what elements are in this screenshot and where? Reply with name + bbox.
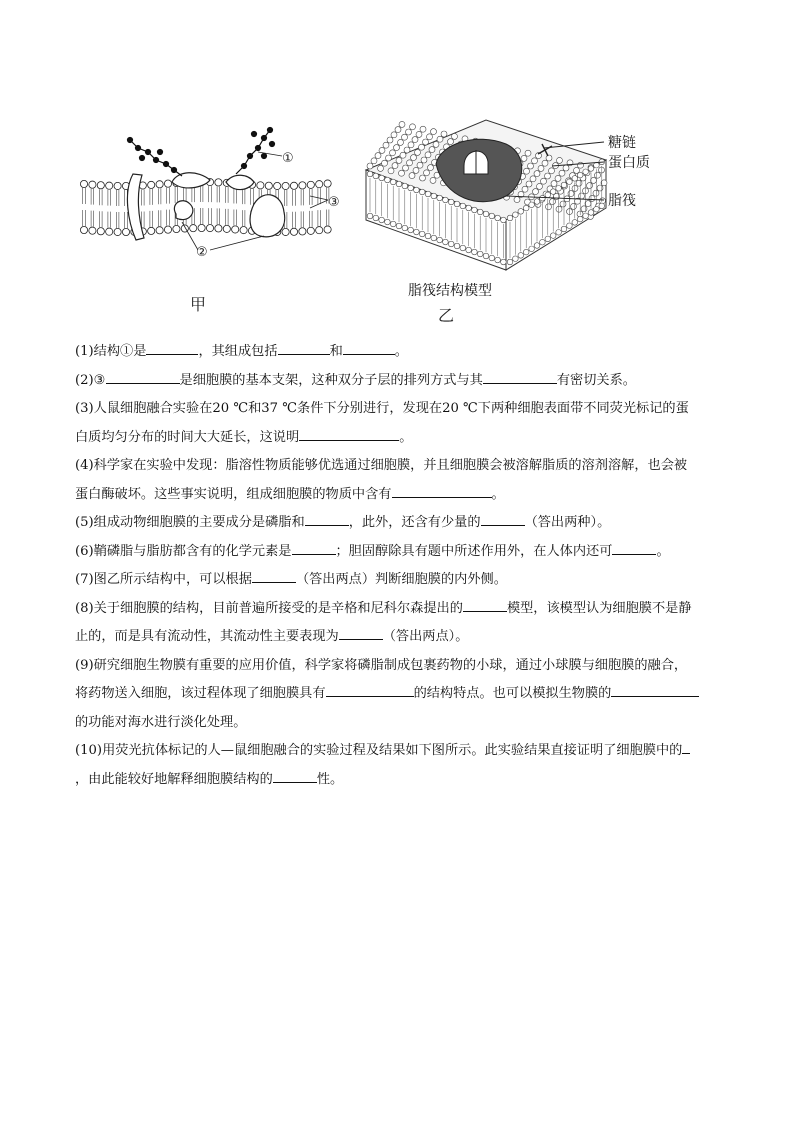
raft-lipid-head	[556, 230, 562, 236]
raft-lipid-head	[415, 149, 421, 155]
raft-lipid-head	[495, 215, 501, 221]
raft-lipid-head	[371, 158, 377, 164]
question-2: (2)③ 是细胞膜的基本支架，这种双分子层的排列方式与其 有密切关系。	[75, 367, 735, 396]
raft-lipid-head	[441, 131, 447, 137]
phospholipid-head	[97, 228, 104, 235]
answer-blank[interactable]	[299, 426, 399, 441]
membrane-diagram-jia	[78, 112, 348, 312]
raft-lipid-head	[550, 189, 556, 195]
raft-lipid-head	[425, 152, 431, 158]
answer-blank[interactable]	[273, 768, 317, 783]
raft-lipid-head	[530, 176, 536, 182]
raft-lipid-head	[413, 167, 419, 173]
phospholipid-head	[324, 226, 331, 233]
raft-lipid-head	[537, 183, 543, 189]
raft-lipid-head	[528, 163, 534, 169]
phospholipid-head	[316, 181, 323, 188]
answer-blank[interactable]	[292, 540, 336, 555]
answer-blank[interactable]	[483, 369, 557, 384]
answer-blank[interactable]	[612, 540, 656, 555]
raft-lipid-head	[375, 153, 381, 159]
raft-lipid-head	[567, 223, 573, 229]
raft-lipid-head	[567, 179, 573, 185]
raft-lipid-head	[556, 206, 562, 212]
phospholipid-head	[215, 179, 222, 186]
raft-lipid-head	[489, 255, 495, 261]
phospholipid-head	[114, 182, 121, 189]
raft-lipid-head	[390, 221, 396, 227]
phospholipid-head	[148, 181, 155, 188]
raft-lipid-head	[408, 185, 414, 191]
phospholipid-head	[307, 181, 314, 188]
raft-lipid-head	[427, 134, 433, 140]
answer-blank[interactable]	[326, 682, 414, 697]
raft-lipid-head	[472, 207, 478, 213]
raft-lipid-head	[410, 124, 416, 130]
phospholipid-head	[106, 182, 113, 189]
answer-blank[interactable]	[392, 483, 492, 498]
raft-lipid-head	[597, 185, 603, 191]
question-3: (3)人鼠细胞融合实验在20 ℃和37 ℃条件下分别进行，发现在20 ℃下两种细胞表面带不同荧光标记的蛋 白质均匀分布的时间大大延长，这说明 。	[75, 401, 689, 445]
raft-lipid-head	[541, 178, 547, 184]
raft-lipid-head	[550, 233, 556, 239]
raft-lipid-head	[551, 181, 557, 187]
raft-lipid-head	[594, 206, 600, 212]
raft-lipid-head	[599, 203, 605, 209]
question-6: (6)鞘磷脂与脂肪都含有的化学元素是 ；胆固醇除具有题中所述作用外，在人体内还可 。	[75, 538, 735, 567]
raft-lipid-head	[387, 137, 393, 143]
phospholipid-head	[282, 182, 289, 189]
raft-lipid-head	[408, 227, 414, 233]
phospholipid-head	[324, 180, 331, 187]
raft-lipid-head	[373, 215, 379, 221]
label-protein: 蛋白质	[608, 155, 650, 171]
raft-lipid-head	[431, 235, 437, 241]
raft-lipid-head	[412, 137, 418, 143]
embedded-protein	[174, 201, 192, 220]
phospholipid-head	[274, 182, 281, 189]
raft-lipid-head	[532, 158, 538, 164]
phospholipid-head	[240, 227, 247, 234]
phospholipid-head	[316, 227, 323, 234]
raft-lipid-head	[588, 166, 594, 172]
phospholipid-head	[290, 228, 297, 235]
raft-lipid-head	[400, 152, 406, 158]
raft-lipid-head	[501, 259, 507, 265]
raft-lipid-head	[466, 205, 472, 211]
raft-lipid-head	[430, 177, 436, 183]
raft-lipid-head	[392, 163, 398, 169]
figure-jia	[78, 112, 348, 312]
raft-lipid-head	[437, 195, 443, 201]
raft-lipid-head	[542, 160, 548, 166]
raft-lipid-head	[514, 197, 520, 203]
raft-lipid-head	[421, 157, 427, 163]
raft-lipid-head	[545, 192, 551, 198]
raft-lipid-head	[518, 253, 524, 259]
phospholipid-head	[198, 224, 205, 231]
raft-lipid-head	[568, 191, 574, 197]
raft-lipid-head	[411, 155, 417, 161]
raft-lipid-head	[431, 193, 437, 199]
raft-lipid-head	[391, 132, 397, 138]
answer-blank[interactable]	[463, 597, 507, 612]
raft-lipid-head	[425, 233, 431, 239]
raft-lipid-head	[579, 193, 585, 199]
raft-lipid-head	[367, 163, 373, 169]
raft-lipid-head	[402, 225, 408, 231]
figure-caption-yi: 乙	[438, 306, 455, 325]
raft-lipid-head	[576, 180, 582, 186]
phospholipid-head	[206, 224, 213, 231]
phospholipid-head	[299, 182, 306, 189]
raft-lipid-head	[425, 191, 431, 197]
raft-lipid-head	[385, 177, 391, 183]
phospholipid-head	[80, 180, 87, 187]
raft-lipid-head	[583, 213, 589, 219]
marker-1: ①	[282, 151, 294, 166]
phospholipid-head	[164, 180, 171, 187]
answer-blank[interactable]	[339, 625, 383, 640]
raft-lipid-head	[477, 209, 483, 215]
raft-lipid-head	[534, 171, 540, 177]
raft-lipid-head	[420, 126, 426, 132]
raft-lipid-head	[529, 246, 535, 252]
raft-lipid-head	[572, 220, 578, 226]
raft-lipid-head	[525, 150, 531, 156]
raft-lipid-head	[477, 251, 483, 257]
raft-lipid-head	[563, 165, 569, 171]
raft-lipid-head	[588, 210, 594, 216]
raft-lipid-head	[595, 172, 601, 178]
raft-lipid-head	[424, 170, 430, 176]
marker-2: ②	[196, 245, 208, 260]
raft-lipid-head	[404, 147, 410, 153]
raft-lipid-head	[419, 189, 425, 195]
raft-lipid-head	[367, 171, 373, 177]
raft-lipid-head	[396, 157, 402, 163]
raft-lipid-head	[540, 239, 546, 245]
phospholipid-head	[282, 228, 289, 235]
raft-lipid-head	[561, 182, 567, 188]
phospholipid-head	[173, 225, 180, 232]
raft-lipid-head	[599, 167, 605, 173]
raft-lipid-head	[390, 150, 396, 156]
raft-lipid-head	[398, 139, 404, 145]
raft-lipid-head	[454, 243, 460, 249]
raft-lipid-head	[581, 206, 587, 212]
phospholipid-head	[89, 181, 96, 188]
raft-lipid-head	[489, 213, 495, 219]
raft-lipid-head	[386, 155, 392, 161]
phospholipid-head	[215, 225, 222, 232]
raft-lipid-head	[407, 160, 413, 166]
raft-lipid-head	[513, 212, 519, 218]
question-list	[75, 338, 735, 794]
raft-lipid-head	[507, 215, 513, 221]
raft-lipid-head	[394, 145, 400, 151]
raft-lipid-head	[379, 217, 385, 223]
raft-lipid-head	[390, 179, 396, 185]
raft-lipid-head	[448, 139, 454, 145]
surface-protein	[172, 173, 210, 188]
raft-lipid-head	[583, 169, 589, 175]
raft-lipid-head	[561, 226, 567, 232]
raft-lipid-head	[402, 183, 408, 189]
phospholipid-head	[156, 227, 163, 234]
phospholipid-head	[190, 225, 197, 232]
raft-lipid-head	[577, 216, 583, 222]
raft-lipid-head	[433, 141, 439, 147]
raft-lipid-head	[534, 199, 540, 205]
raft-lipid-head	[443, 197, 449, 203]
phospholipid-head	[232, 226, 239, 233]
answer-blank[interactable]	[252, 568, 296, 583]
raft-lipid-head	[379, 147, 385, 153]
raft-lipid-head	[578, 162, 584, 168]
raft-lipid-head	[431, 129, 437, 135]
question-4: (4)科学家在实验中发现：脂溶性物质能够优选通过细胞膜，并且细胞膜会被溶解脂质的溶剂溶解，也会被 蛋白酶破坏。这些事实说明，组成细胞膜的物质中含有 。	[75, 458, 688, 502]
raft-lipid-head	[454, 201, 460, 207]
raft-lipid-head	[523, 205, 529, 211]
answer-blank[interactable]	[343, 340, 395, 355]
answer-blank[interactable]	[146, 340, 198, 355]
answer-blank[interactable]	[682, 739, 690, 754]
figure-yi	[356, 100, 676, 330]
raft-lipid-head	[522, 186, 528, 192]
question-9: (9)研究细胞生物膜有重要的应用价值，科学家将磷脂制成包裹药物的小球，通过小球膜与细胞膜的融合， 将药物送入细胞，该过程体现了细胞膜具有 的结构特点。也可以模拟生物膜的 的功能对海水进行淡化处理。	[75, 652, 735, 738]
raft-lipid-head	[545, 236, 551, 242]
raft-lipid-head	[560, 201, 566, 207]
raft-lipid-head	[472, 249, 478, 255]
raft-lipid-head	[545, 173, 551, 179]
raft-lipid-head	[501, 217, 507, 223]
raft-lipid-head	[395, 127, 401, 133]
raft-lipid-head	[521, 155, 527, 161]
answer-blank[interactable]	[305, 511, 349, 526]
phospholipid-head	[80, 226, 87, 233]
raft-lipid-head	[546, 155, 552, 161]
phospholipid-head	[223, 225, 230, 232]
question-7: (7)图乙所示结构中，可以根据 （答出两点）判断细胞膜的内外侧。	[75, 566, 735, 595]
raft-lipid-head	[383, 142, 389, 148]
raft-lipid-head	[557, 157, 563, 163]
raft-lipid-head	[367, 213, 373, 219]
raft-lipid-head	[409, 173, 415, 179]
raft-lipid-head	[555, 175, 561, 181]
raft-lipid-head	[556, 186, 562, 192]
raft-lipid-head	[385, 219, 391, 225]
raft-lipid-head	[448, 241, 454, 247]
answer-blank[interactable]	[278, 340, 330, 355]
raft-lipid-head	[429, 147, 435, 153]
raft-lipid-head	[549, 168, 555, 174]
raft-lipid-head	[585, 201, 591, 207]
raft-lipid-head	[593, 190, 599, 196]
raft-lipid-head	[534, 243, 540, 249]
raft-lipid-head	[460, 203, 466, 209]
raft-lipid-head	[577, 172, 583, 178]
figure-caption-jia: 甲	[190, 295, 207, 314]
answer-blank[interactable]	[106, 369, 180, 384]
phospholipid-head	[89, 227, 96, 234]
answer-blank[interactable]	[481, 511, 525, 526]
raft-lipid-head	[414, 187, 420, 193]
phospholipid-head	[265, 182, 272, 189]
phospholipid-head	[164, 226, 171, 233]
raft-lipid-head	[420, 175, 426, 181]
raft-lipid-head	[550, 199, 556, 205]
raft-lipid-head	[414, 229, 420, 235]
raft-lipid-head	[452, 133, 458, 139]
question-1: (1)结构①是 ，其组成包括 和 。	[75, 338, 735, 367]
raft-lipid-head	[483, 211, 489, 217]
raft-lipid-head	[546, 204, 552, 210]
phospholipid-head	[148, 227, 155, 234]
phospholipid-head	[257, 182, 264, 189]
raft-lipid-head	[518, 209, 524, 215]
raft-lipid-head	[591, 177, 597, 183]
raft-lipid-head	[559, 170, 565, 176]
raft-lipid-head	[373, 173, 379, 179]
raft-lipid-head	[529, 202, 535, 208]
raft-lipid-head	[533, 189, 539, 195]
raft-lipid-head	[423, 139, 429, 145]
marker-3: ③	[328, 195, 340, 210]
phospholipid-head	[114, 228, 121, 235]
raft-lipid-head	[495, 257, 501, 263]
raft-lipid-head	[406, 129, 412, 135]
question-10: (10)用荧光抗体标记的人—鼠细胞融合的实验过程及结果如下图所示。此实验结果直接证明了细胞膜中的 ，由此能较好地解释细胞膜结构的 性。	[75, 737, 735, 794]
raft-lipid-head	[419, 231, 425, 237]
raft-lipid-head	[540, 195, 546, 201]
raft-lipid-head	[382, 160, 388, 166]
raft-lipid-head	[416, 131, 422, 137]
raft-lipid-head	[399, 121, 405, 127]
raft-lipid-head	[379, 175, 385, 181]
model-title: 脂筏结构模型	[408, 283, 492, 299]
raft-lipid-head	[378, 165, 384, 171]
large-protein	[250, 195, 285, 237]
raft-lipid-head	[587, 183, 593, 189]
phospholipid-head	[97, 182, 104, 189]
label-lipid-raft: 脂筏	[608, 193, 636, 209]
raft-lipid-head	[460, 245, 466, 251]
raft-lipid-head	[402, 134, 408, 140]
raft-lipid-head	[466, 247, 472, 253]
raft-lipid-head	[572, 176, 578, 182]
phospholipid-head	[106, 228, 113, 235]
raft-lipid-head	[417, 162, 423, 168]
raft-lipid-head	[538, 165, 544, 171]
raft-lipid-head	[403, 165, 409, 171]
phospholipid-head	[299, 228, 306, 235]
raft-lipid-head	[443, 239, 449, 245]
raft-lipid-head	[571, 203, 577, 209]
raft-lipid-head	[396, 181, 402, 187]
raft-lipid-head	[594, 162, 600, 168]
raft-lipid-head	[524, 168, 530, 174]
raft-lipid-head	[448, 199, 454, 205]
phospholipid-head	[290, 182, 297, 189]
raft-lipid-head	[408, 142, 414, 148]
label-sugar-chain: 糖链	[608, 135, 636, 151]
raft-lipid-head	[419, 144, 425, 150]
sugar-chains	[128, 128, 275, 177]
raft-lipid-head	[523, 249, 529, 255]
phospholipid-head	[122, 228, 129, 235]
raft-lipid-head	[483, 253, 489, 259]
phospholipid-head	[307, 227, 314, 234]
raft-lipid-head	[428, 165, 434, 171]
raft-lipid-head	[513, 256, 519, 262]
raft-lipid-head	[526, 181, 532, 187]
raft-lipid-head	[399, 170, 405, 176]
raft-lipid-head	[388, 168, 394, 174]
answer-blank[interactable]	[611, 682, 699, 697]
raft-lipid-head	[396, 223, 402, 229]
raft-lipid-head	[589, 195, 595, 201]
raft-lipid-head	[437, 136, 443, 142]
phospholipid-head	[156, 181, 163, 188]
glycoprotein-top	[226, 175, 254, 189]
raft-lipid-head	[437, 237, 443, 243]
raft-lipid-head	[507, 259, 513, 265]
question-5: (5)组成动物细胞膜的主要成分是磷脂和 ，此外，还含有少量的 （答出两种）。	[75, 509, 735, 538]
question-8: (8)关于细胞膜的结构，目前普遍所接受的是辛格和尼科尔森提出的 模型，该模型认为细胞膜不是静 止的，而是具有流动性，其流动性主要表现为 （答出两点）。	[75, 595, 735, 652]
